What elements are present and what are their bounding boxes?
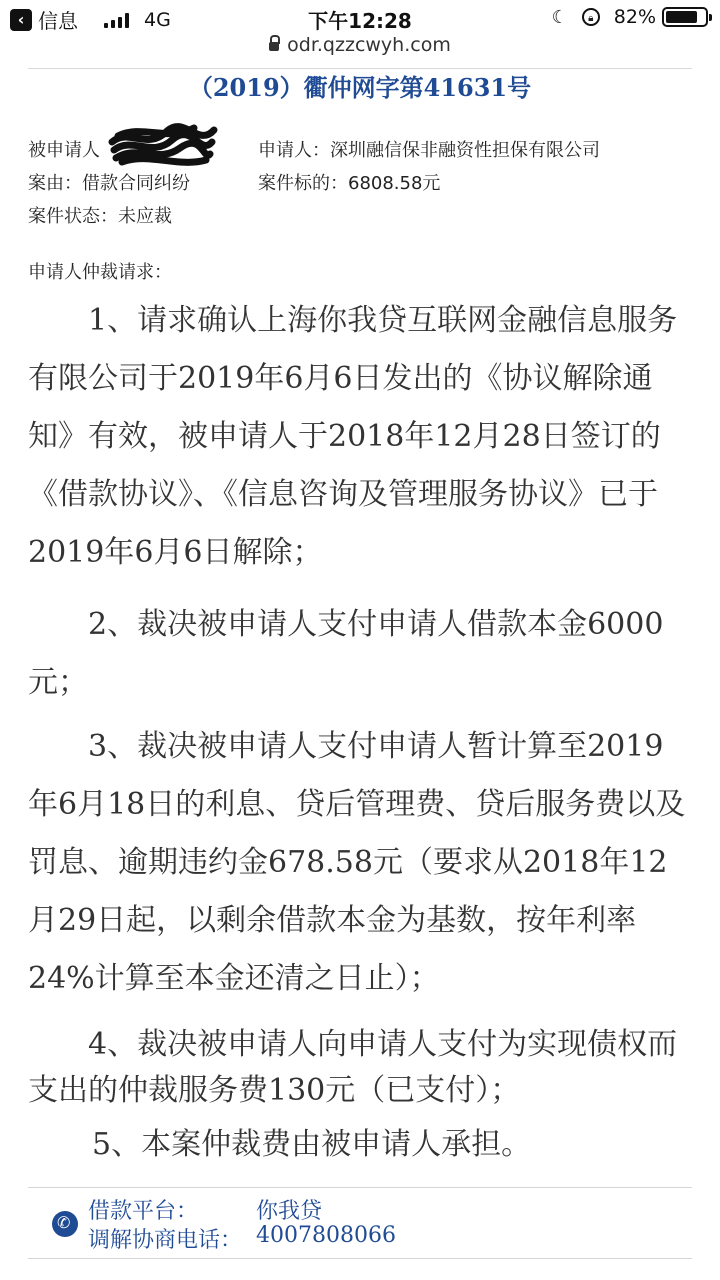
rotation-lock-icon: 🔒︎ bbox=[582, 8, 600, 26]
back-app-label[interactable]: 信息 bbox=[38, 9, 78, 33]
battery-fill bbox=[666, 11, 697, 23]
platform-label: 借款平台： bbox=[88, 1199, 199, 1224]
footer-divider-top bbox=[28, 1187, 692, 1188]
claim-item-5: 5、本案仲裁费由被申请人承担。 bbox=[92, 1127, 532, 1162]
footer-divider-bottom bbox=[28, 1258, 692, 1259]
battery-cap bbox=[709, 14, 712, 21]
back-icon[interactable]: ‹ bbox=[10, 9, 32, 31]
case-amount: 案件标的：6808.58元 bbox=[258, 173, 441, 194]
claim-item-4: 4、裁决被申请人向申请人支付为实现债权而支出的仲裁服务费130元（已支付）； bbox=[28, 1027, 678, 1108]
claim-item-1: 1、请求确认上海你我贷互联网金融信息服务有限公司于2019年6月6日发出的《协议解除通知》有效，被申请人于2018年12月28日签订的《借款协议》、《信息咨询及管理服务协议》已于2019年6月6日解除； bbox=[28, 303, 678, 570]
phone-icon bbox=[52, 1211, 78, 1237]
claim-item-3: 3、裁决被申请人支付申请人暂计算至2019年6月18日的利息、贷后管理费、贷后服务费以及罚息、逾期违约金678.58元（要求从2018年12月29日起，以剩余借款本金为基数，按年利率24%计算至本金还清之日止）； bbox=[28, 729, 686, 996]
url-text[interactable]: odr.qzzcwyh.com bbox=[287, 34, 451, 56]
moon-icon: ☾ bbox=[551, 6, 568, 28]
case-title: （2019）衢仲网字第41631号 bbox=[188, 73, 532, 102]
case-cause: 案由：借款合同纠纷 bbox=[28, 173, 190, 194]
status-right bbox=[552, 6, 708, 28]
platform-value: 你我贷 bbox=[256, 1199, 323, 1224]
applicant-info: 申请人：深圳融信保非融资性担保有限公司 bbox=[258, 140, 600, 161]
battery-percent: 82% bbox=[613, 6, 656, 28]
clock: 下午12:28 bbox=[308, 9, 412, 33]
phone-number-link[interactable]: 4007808066 bbox=[256, 1223, 396, 1248]
respondent-label: 被申请人 bbox=[28, 140, 100, 161]
network-type: 4G bbox=[144, 8, 171, 31]
lock-icon bbox=[269, 42, 279, 51]
case-status: 案件状态：未应裁 bbox=[28, 206, 172, 227]
phone-label: 调解协商电话： bbox=[88, 1228, 243, 1253]
claim-item-2: 2、裁决被申请人支付申请人借款本金6000元； bbox=[28, 607, 664, 700]
url-bar[interactable] bbox=[0, 34, 720, 56]
claims-heading: 申请人仲裁请求： bbox=[28, 262, 172, 283]
redaction-scribble bbox=[108, 120, 218, 170]
status-bar bbox=[0, 0, 720, 36]
battery-icon bbox=[662, 7, 708, 27]
